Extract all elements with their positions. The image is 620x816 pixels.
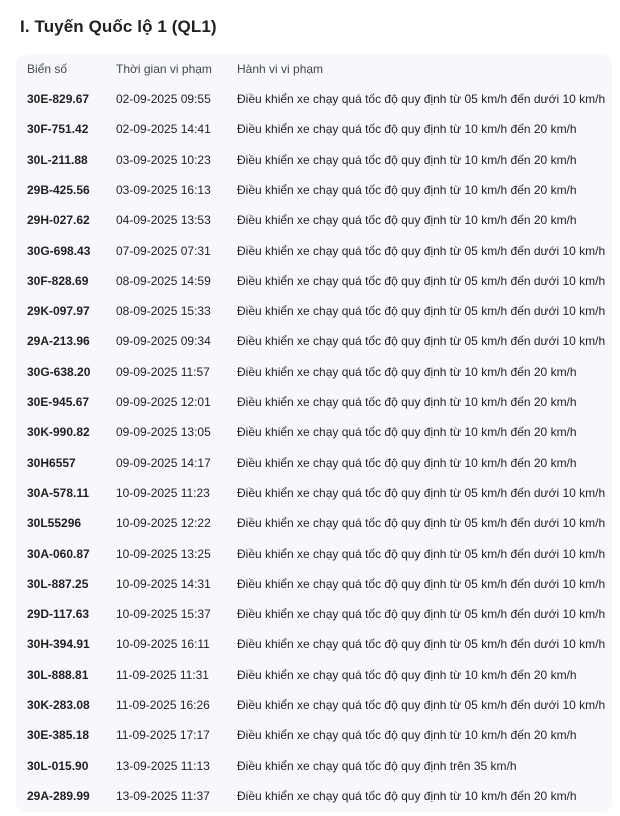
violation-cell: Điều khiển xe chạy quá tốc độ quy định từ 05 km/h đến dưới 10 km/h [237,607,606,622]
table-row [16,478,612,508]
time-cell: 11-09-2025 17:17 [116,728,210,743]
table-row [16,448,612,478]
violation-cell: Điều khiển xe chạy quá tốc độ quy định từ 05 km/h đến dưới 10 km/h [237,485,606,500]
violation-cell: Điều khiển xe chạy quá tốc độ quy định từ 05 km/h đến dưới 10 km/h [237,698,606,712]
violation-cell: Điều khiển xe chạy quá tốc độ quy định từ 05 km/h đến dưới 10 km/h [237,516,606,531]
time-cell: 10-09-2025 11:23 [116,485,210,500]
table-row [16,387,612,417]
plate-cell: 29H-027.62 [27,213,90,228]
plate-cell: 30K-283.08 [27,698,90,712]
violation-cell: Điều khiển xe chạy quá tốc độ quy định từ 10 km/h đến 20 km/h [237,455,577,470]
time-cell: 09-09-2025 09:34 [116,334,211,349]
table-row [16,236,612,266]
plate-cell: 29K-097.97 [27,304,90,319]
time-cell: 04-09-2025 13:53 [116,213,211,228]
violation-cell: Điều khiển xe chạy quá tốc độ quy định từ 10 km/h đến 20 km/h [237,788,577,803]
time-cell: 09-09-2025 11:57 [116,364,210,379]
plate-cell: 30H-394.91 [27,637,90,652]
plate-cell: 30L-888.81 [27,667,89,682]
violation-cell: Điều khiển xe chạy quá tốc độ quy định từ 05 km/h đến dưới 10 km/h [237,273,606,288]
plate-cell: 30H6557 [27,455,76,470]
violation-cell: Điều khiển xe chạy quá tốc độ quy định từ 05 km/h đến dưới 10 km/h [237,334,606,349]
time-cell: 02-09-2025 09:55 [116,92,211,106]
section-title: I. Tuyến Quốc lộ 1 (QL1) [20,17,217,36]
plate-cell: 30K-990.82 [27,425,90,440]
table-row [16,145,612,175]
violation-cell: Điều khiển xe chạy quá tốc độ quy định từ 05 km/h đến dưới 10 km/h [237,304,606,319]
table-row [16,84,612,114]
plate-cell: 29B-425.56 [27,182,90,197]
time-cell: 10-09-2025 15:37 [116,607,211,622]
time-cell: 13-09-2025 11:37 [116,788,210,803]
violation-cell: Điều khiển xe chạy quá tốc độ quy định trên 35 km/h [237,758,517,773]
time-cell: 10-09-2025 16:11 [116,637,210,652]
time-cell: 09-09-2025 12:01 [116,395,211,409]
table-row [16,175,612,205]
violation-cell: Điều khiển xe chạy quá tốc độ quy định từ 10 km/h đến 20 km/h [237,213,577,228]
plate-cell: 30L-887.25 [27,576,89,591]
plate-cell: 30L-015.90 [27,758,89,773]
violation-cell: Điều khiển xe chạy quá tốc độ quy định từ 05 km/h đến dưới 10 km/h [237,546,606,561]
plate-cell: 30L-211.88 [27,152,88,167]
table-row [16,266,612,296]
time-cell: 10-09-2025 13:25 [116,546,211,561]
time-cell: 11-09-2025 16:26 [116,698,210,712]
violation-cell: Điều khiển xe chạy quá tốc độ quy định từ 05 km/h đến dưới 10 km/h [237,637,606,652]
time-cell: 03-09-2025 16:13 [116,182,211,197]
table-row [16,357,612,387]
table-row [16,599,612,629]
violations-table [16,54,612,812]
table-row [16,114,612,144]
table-row [16,660,612,690]
plate-cell: 30F-828.69 [27,273,89,288]
plate-cell: 30L55296 [27,516,82,531]
time-cell: 10-09-2025 12:22 [116,516,211,531]
time-cell: 07-09-2025 07:31 [116,243,211,258]
violation-cell: Điều khiển xe chạy quá tốc độ quy định từ 10 km/h đến 20 km/h [237,728,577,743]
table-row [16,508,612,538]
violation-cell: Điều khiển xe chạy quá tốc độ quy định từ 10 km/h đến 20 km/h [237,122,577,137]
time-cell: 09-09-2025 14:17 [116,455,211,470]
table-row [16,539,612,569]
time-cell: 13-09-2025 11:13 [116,758,210,773]
violation-cell: Điều khiển xe chạy quá tốc độ quy định từ 10 km/h đến 20 km/h [237,667,577,682]
column-header-plate: Biển số [27,62,68,76]
column-header-violation: Hành vi vi phạm [237,62,324,76]
plate-cell: 30E-829.67 [27,92,90,106]
table-row [16,781,612,811]
plate-cell: 30F-751.42 [27,122,89,137]
time-cell: 08-09-2025 15:33 [116,304,211,319]
plate-cell: 30E-385.18 [27,728,90,743]
table-header-row [16,54,612,84]
plate-cell: 30A-578.11 [27,485,90,500]
plate-cell: 29D-117.63 [27,607,90,622]
time-cell: 08-09-2025 14:59 [116,273,211,288]
violation-cell: Điều khiển xe chạy quá tốc độ quy định từ 10 km/h đến 20 km/h [237,364,577,379]
table-row [16,751,612,781]
table-row [16,296,612,326]
time-cell: 03-09-2025 10:23 [116,152,211,167]
table-row [16,569,612,599]
plate-cell: 29A-213.96 [27,334,90,349]
table-row [16,326,612,356]
time-cell: 02-09-2025 14:41 [116,122,211,137]
table-row [16,629,612,659]
plate-cell: 30G-698.43 [27,243,91,258]
table-row [16,205,612,235]
table-row [16,720,612,750]
time-cell: 10-09-2025 14:31 [116,576,211,591]
column-header-time: Thời gian vi phạm [116,62,212,76]
violation-cell: Điều khiển xe chạy quá tốc độ quy định từ 10 km/h đến 20 km/h [237,425,577,440]
plate-cell: 30A-060.87 [27,546,90,561]
violation-cell: Điều khiển xe chạy quá tốc độ quy định từ 05 km/h đến dưới 10 km/h [237,92,606,106]
violation-cell: Điều khiển xe chạy quá tốc độ quy định từ 10 km/h đến 20 km/h [237,152,577,167]
plate-cell: 29A-289.99 [27,788,90,803]
violation-cell: Điều khiển xe chạy quá tốc độ quy định từ 05 km/h đến dưới 10 km/h [237,576,606,591]
table-row [16,690,612,720]
violation-cell: Điều khiển xe chạy quá tốc độ quy định từ 05 km/h đến dưới 10 km/h [237,243,606,258]
time-cell: 09-09-2025 13:05 [116,425,211,440]
violation-cell: Điều khiển xe chạy quá tốc độ quy định từ 10 km/h đến 20 km/h [237,182,577,197]
violation-cell: Điều khiển xe chạy quá tốc độ quy định từ 10 km/h đến 20 km/h [237,395,577,409]
time-cell: 11-09-2025 11:31 [116,667,209,682]
plate-cell: 30E-945.67 [27,395,90,409]
plate-cell: 30G-638.20 [27,364,91,379]
table-row [16,417,612,447]
